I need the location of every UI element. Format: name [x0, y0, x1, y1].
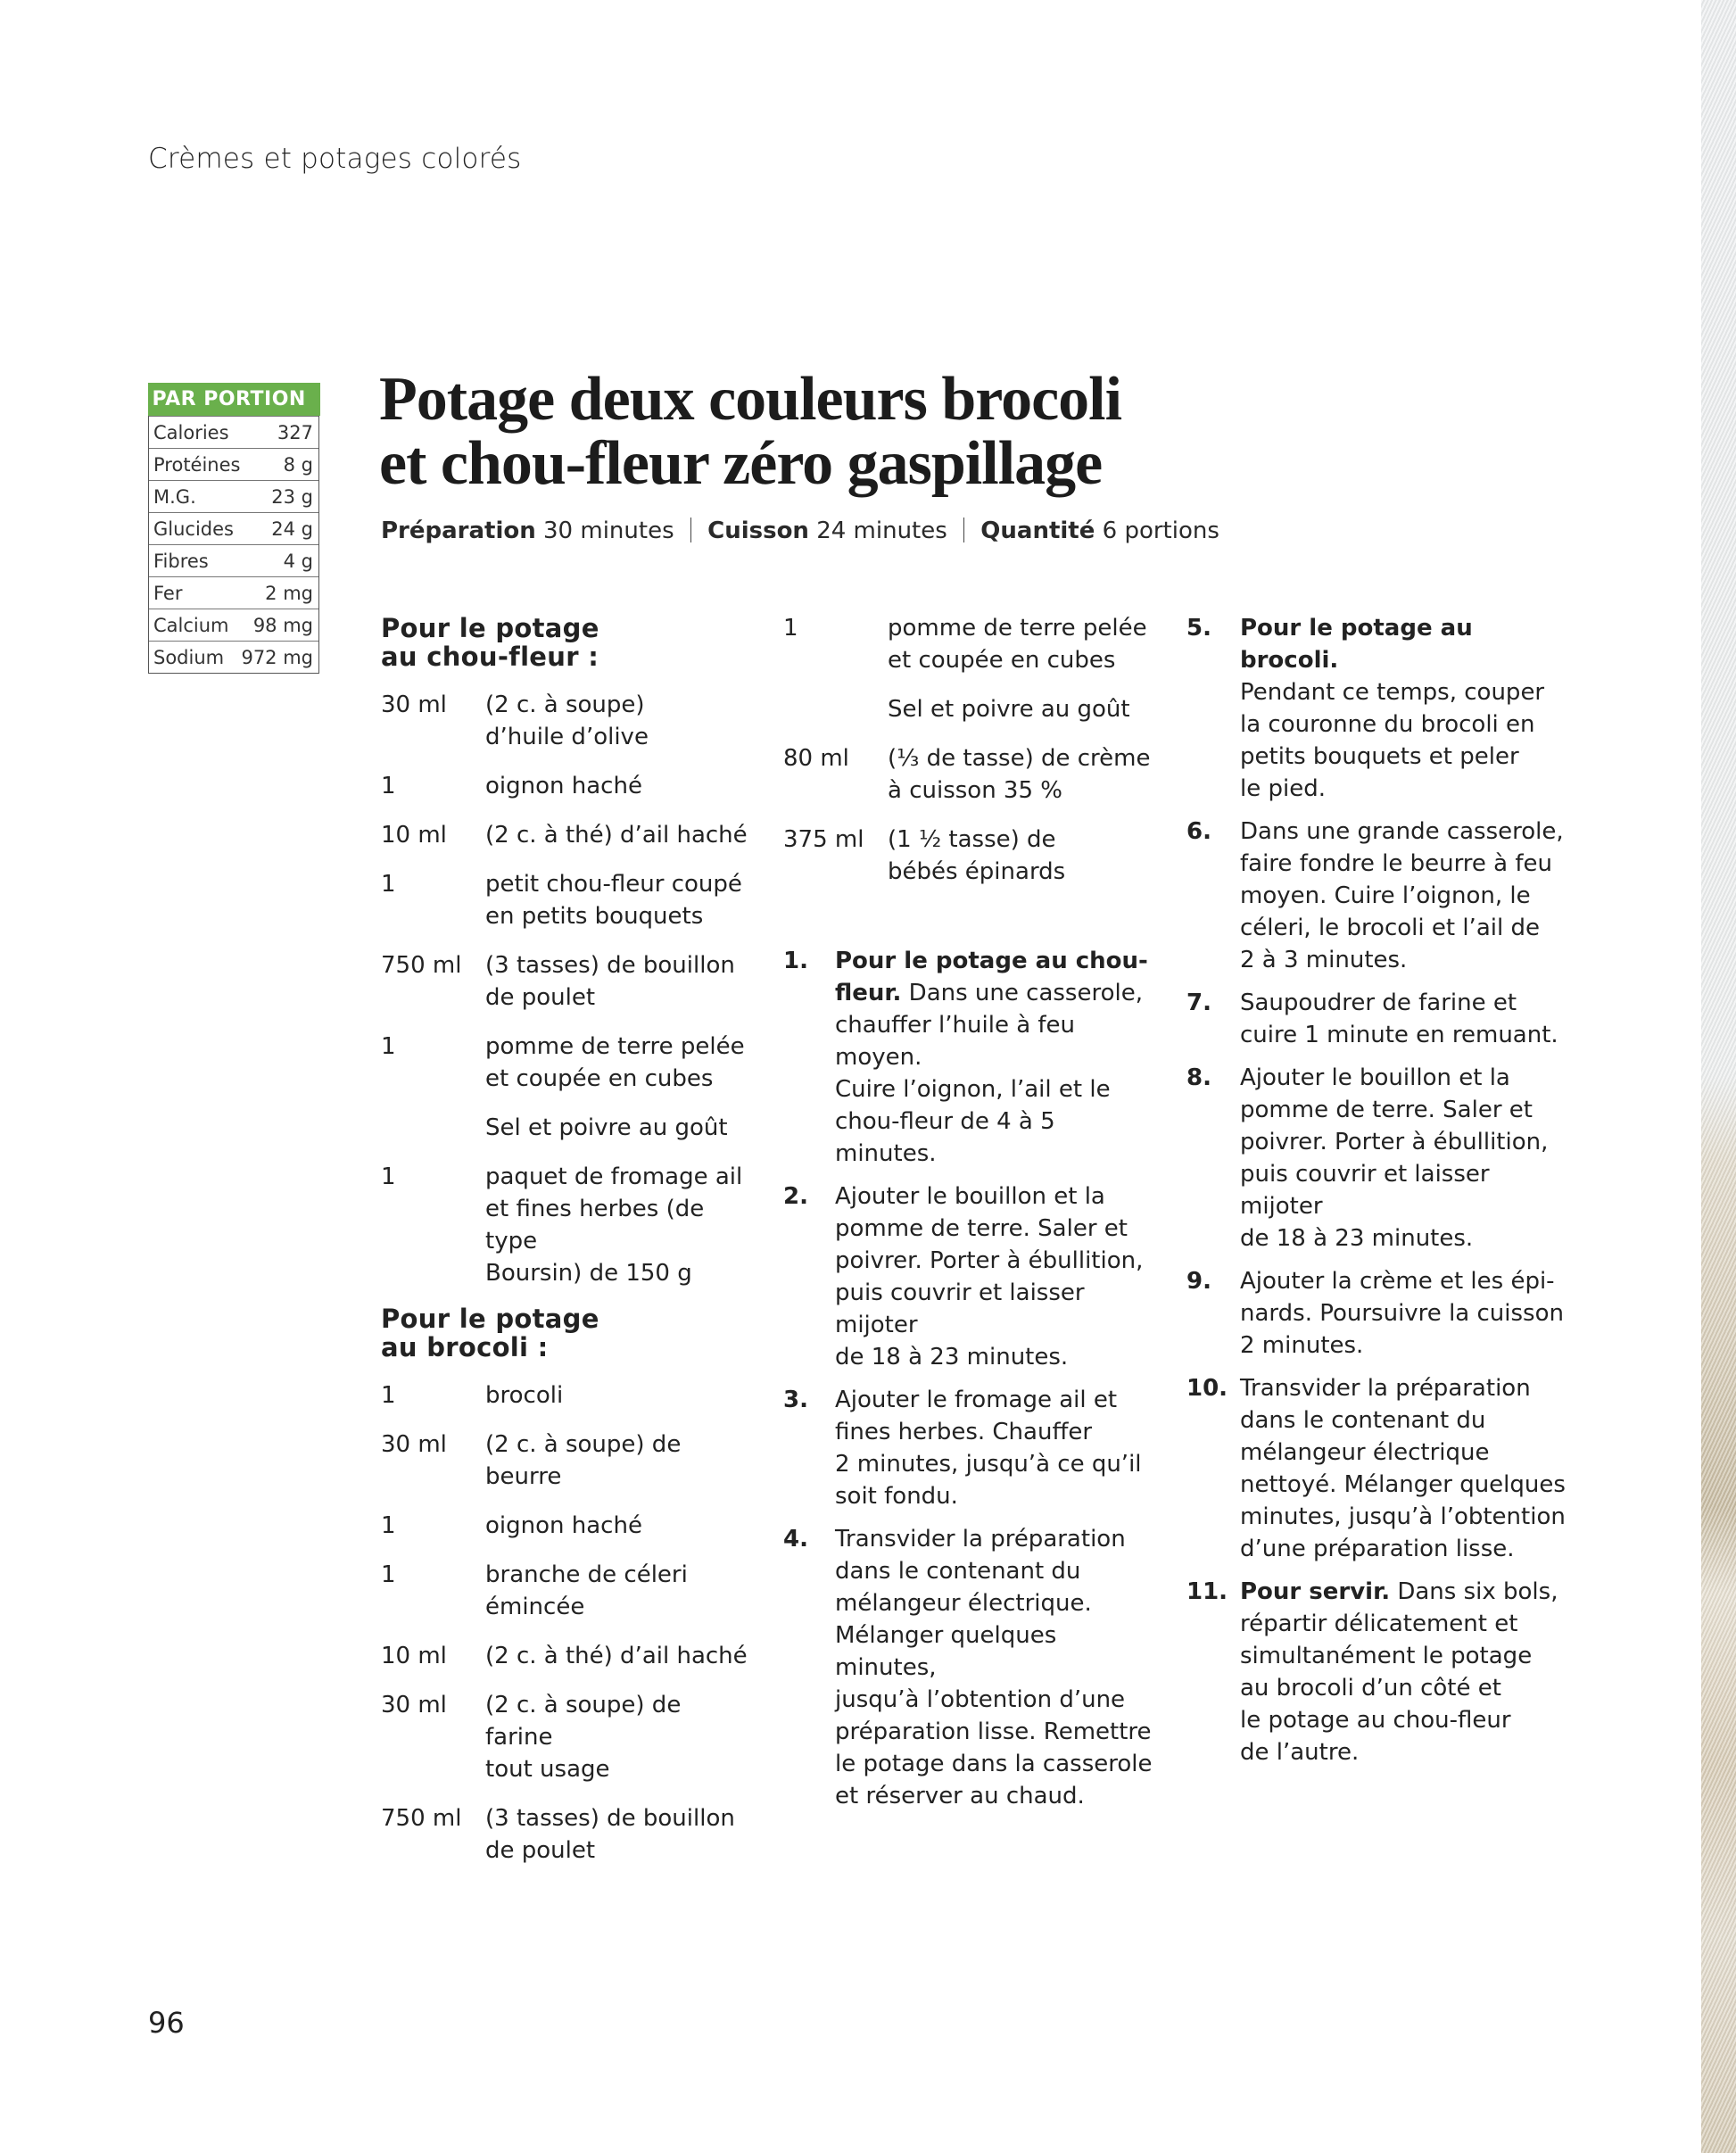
ingredient-description: (3 tasses) de bouillon de poulet — [485, 952, 735, 1011]
ingredient-quantity: 1 — [381, 1512, 396, 1539]
step-number: 4. — [783, 1526, 808, 1553]
step-text — [835, 1180, 1158, 1373]
step-text — [1240, 1372, 1570, 1565]
nutrient-label: Glucides — [153, 518, 234, 540]
ingredient-quantity — [783, 693, 888, 725]
nutrition-title: PAR PORTION — [148, 383, 320, 416]
step-body: Dans une casserole, chauffer l’huile à feu moyen. Cuire l’oignon, l’ail et le chou-fleur de 4 à 5 minutes. — [835, 980, 1143, 1167]
ingredient-row — [381, 949, 756, 1014]
step-body: Ajouter la crème et les épi- nards. Poursuivre la cuisson 2 minutes. — [1240, 1268, 1564, 1359]
nutrition-row — [149, 480, 318, 512]
step-text — [835, 945, 1158, 1170]
ingredient-quantity: 1 — [381, 1033, 396, 1060]
ingredient-description: Sel et poivre au goût — [485, 1114, 728, 1141]
step-number: 9. — [1186, 1268, 1211, 1295]
ingredient-row — [381, 1689, 756, 1785]
step-number: 10. — [1186, 1375, 1228, 1402]
step-body: Transvider la préparation dans le contenant du mélangeur électrique nettoyé. Mélanger quelques minutes, jusqu’à l’obtention d’une préparation lisse. — [1240, 1375, 1566, 1562]
step-text — [1240, 1576, 1570, 1768]
prep-value: 30 minutes — [543, 518, 674, 544]
divider — [963, 518, 965, 542]
ingredient-description: (2 c. à soupe) d’huile d’olive — [485, 691, 649, 750]
step-lead-in: Pour le potage au brocoli. — [1240, 615, 1473, 674]
section-header: Crèmes et potages colorés — [148, 143, 522, 175]
prep-label: Préparation — [381, 518, 536, 544]
step-body: Dans six bols, répartir délicatement et simultanément le potage au brocoli d’un côté et le potage au chou-fleur de l’autre. — [1240, 1578, 1558, 1766]
step-body: Transvider la préparation dans le contenant du mélangeur électrique. Mélanger quelques minutes, jusqu’à l’obtention d’une préparation lisse. Remettre le potage dans la casserole et réserver au chaud. — [835, 1526, 1153, 1809]
nutrient-value: 8 g — [283, 453, 313, 476]
ingredient-description: (2 c. à thé) d’ail haché — [485, 1643, 748, 1669]
ingredient-row — [381, 1559, 756, 1623]
step-body: Ajouter le bouillon et la pomme de terre. Saler et poivrer. Porter à ébullition, puis couvrir et laisser mijoter de 18 à 23 minutes. — [835, 1183, 1144, 1370]
ingredient-description: petit chou-fleur coupé en petits bouquets — [485, 871, 742, 930]
ingredient-description: (2 c. à soupe) de beurre — [485, 1431, 682, 1490]
instruction-step — [1186, 987, 1570, 1051]
ingredient-row — [381, 868, 756, 932]
step-number: 2. — [783, 1183, 808, 1210]
nutrient-value: 4 g — [283, 550, 313, 572]
instruction-step — [1186, 1576, 1570, 1768]
ingredient-description: brocoli — [485, 1382, 564, 1409]
nutrition-row — [149, 641, 318, 673]
quantity-value: 6 portions — [1102, 518, 1219, 544]
step-text — [1240, 987, 1570, 1051]
recipe-meta — [381, 518, 1219, 544]
ingredient-row — [783, 824, 1158, 888]
nutrient-label: Fer — [153, 582, 183, 604]
ingredient-quantity: 30 ml — [381, 691, 447, 718]
nutrient-label: M.G. — [153, 485, 196, 508]
step-body: Ajouter le bouillon et la pomme de terre. Saler et poivrer. Porter à ébullition, puis couvrir et laisser mijoter de 18 à 23 minutes. — [1240, 1064, 1549, 1252]
step-number: 11. — [1186, 1578, 1228, 1605]
nutrition-row — [149, 609, 318, 641]
ingredient-quantity: 750 ml — [381, 1805, 462, 1832]
ingredient-quantity — [381, 1112, 485, 1144]
instruction-step — [1186, 1372, 1570, 1565]
ingredient-quantity: 1 — [783, 615, 798, 642]
nutrient-value: 24 g — [271, 518, 313, 540]
ingredient-row — [381, 1379, 756, 1412]
ingredient-row — [381, 689, 756, 753]
instruction-step — [783, 1180, 1158, 1373]
cook-label: Cuisson — [707, 518, 809, 544]
step-text — [1240, 1062, 1570, 1255]
ingredients-column-1 — [381, 614, 756, 1884]
step-text — [1240, 1265, 1570, 1362]
ingredient-quantity: 375 ml — [783, 826, 864, 853]
nutrient-label: Calcium — [153, 614, 229, 636]
page-number: 96 — [148, 2006, 185, 2040]
ingredient-row — [381, 1161, 756, 1289]
nutrient-value: 972 mg — [241, 646, 313, 668]
nutrition-row — [149, 512, 318, 544]
ingredient-row — [381, 1428, 756, 1493]
ingredient-row — [783, 742, 1158, 807]
ingredient-description: (2 c. à soupe) de farine tout usage — [485, 1692, 682, 1783]
broccoli-ingredients-heading: Pour le potage au brocoli : — [381, 1304, 599, 1362]
step-text — [1240, 612, 1570, 805]
step-lead-in: Pour le potage au chou- fleur. — [835, 948, 1148, 1006]
recipe-title — [379, 365, 1236, 498]
step-number: 1. — [783, 948, 808, 974]
ingredient-description: (1 ½ tasse) de bébés épinards — [888, 826, 1066, 885]
nutrition-row — [149, 416, 318, 448]
ingredient-row — [381, 819, 756, 851]
instruction-step — [1186, 816, 1570, 976]
recipe-title-line1: Potage deux couleurs brocoli — [379, 365, 1122, 434]
nutrition-table — [148, 383, 319, 674]
step-lead-in: Pour servir. — [1240, 1578, 1391, 1605]
instruction-step — [783, 945, 1158, 1170]
ingredient-description: (3 tasses) de bouillon de poulet — [485, 1805, 735, 1864]
nutrition-row — [149, 448, 318, 480]
cook-value: 24 minutes — [816, 518, 947, 544]
step-body: Ajouter le fromage ail et fines herbes. Chauffer 2 minutes, jusqu’à ce qu’il soit fondu. — [835, 1387, 1142, 1510]
nutrient-value: 23 g — [271, 485, 313, 508]
ingredient-description: Sel et poivre au goût — [888, 696, 1130, 723]
instruction-step — [783, 1523, 1158, 1812]
nutrient-value: 98 mg — [252, 614, 313, 636]
step-body: Dans une grande casserole, faire fondre le beurre à feu moyen. Cuire l’oignon, le céleri, le brocoli et l’ail de 2 à 3 minutes. — [1240, 818, 1564, 973]
ingredient-description: paquet de fromage ail et fines herbes (de type Boursin) de 150 g — [485, 1163, 743, 1287]
ingredient-quantity: 30 ml — [381, 1692, 447, 1718]
step-text — [835, 1384, 1158, 1512]
recipe-title-line2: et chou-fleur zéro gaspillage — [379, 429, 1103, 498]
ingredient-quantity: 1 — [381, 773, 396, 799]
ingredient-description: pomme de terre pelée et coupée en cubes — [485, 1033, 745, 1092]
ingredient-row — [783, 612, 1158, 676]
ingredient-description: (2 c. à thé) d’ail haché — [485, 822, 748, 849]
nutrient-value: 327 — [277, 421, 313, 443]
step-text — [835, 1523, 1158, 1812]
nutrition-row — [149, 544, 318, 576]
instruction-step — [1186, 1265, 1570, 1362]
ingredient-row — [381, 1112, 756, 1144]
ingredient-quantity: 10 ml — [381, 1643, 447, 1669]
step-number: 5. — [1186, 615, 1211, 642]
ingredient-row — [381, 1640, 756, 1672]
column-3 — [1186, 612, 1570, 1779]
ingredient-row — [783, 693, 1158, 725]
ingredient-row — [381, 770, 756, 802]
step-number: 3. — [783, 1387, 808, 1413]
fabric-photo-edge — [1701, 0, 1736, 2153]
divider — [690, 518, 692, 542]
ingredient-quantity: 1 — [381, 1163, 396, 1190]
instruction-step — [1186, 612, 1570, 805]
ingredient-quantity: 1 — [381, 1382, 396, 1409]
ingredient-row — [381, 1031, 756, 1095]
step-body: Pendant ce temps, couper la couronne du brocoli en petits bouquets et peler le pied. — [1240, 679, 1545, 802]
ingredient-description: oignon haché — [485, 773, 642, 799]
instruction-step — [1186, 1062, 1570, 1255]
ingredient-quantity: 80 ml — [783, 745, 849, 772]
ingredient-quantity: 10 ml — [381, 822, 447, 849]
step-number: 8. — [1186, 1064, 1211, 1091]
ingredient-quantity: 30 ml — [381, 1431, 447, 1458]
nutrient-label: Sodium — [153, 646, 225, 668]
step-body: Saupoudrer de farine et cuire 1 minute en remuant. — [1240, 990, 1558, 1048]
instruction-step — [783, 1384, 1158, 1512]
cauliflower-ingredients-heading: Pour le potage au chou-fleur : — [381, 613, 599, 672]
ingredient-quantity: 1 — [381, 871, 396, 898]
ingredient-description: pomme de terre pelée et coupée en cubes — [888, 615, 1147, 674]
ingredient-description: oignon haché — [485, 1512, 642, 1539]
ingredient-row — [381, 1802, 756, 1867]
ingredient-row — [381, 1510, 756, 1542]
quantity-label: Quantité — [980, 518, 1095, 544]
ingredient-description: branche de céleri émincée — [485, 1561, 688, 1620]
nutrient-label: Protéines — [153, 453, 241, 476]
ingredient-quantity: 750 ml — [381, 952, 462, 979]
nutrient-value: 2 mg — [265, 582, 313, 604]
step-number: 6. — [1186, 818, 1211, 845]
ingredient-description: (⅓ de tasse) de crème à cuisson 35 % — [888, 745, 1151, 804]
nutrient-label: Calories — [153, 421, 229, 443]
ingredient-quantity: 1 — [381, 1561, 396, 1588]
column-2 — [783, 612, 1158, 1823]
nutrition-row — [149, 576, 318, 609]
step-number: 7. — [1186, 990, 1211, 1016]
nutrient-label: Fibres — [153, 550, 209, 572]
step-text — [1240, 816, 1570, 976]
